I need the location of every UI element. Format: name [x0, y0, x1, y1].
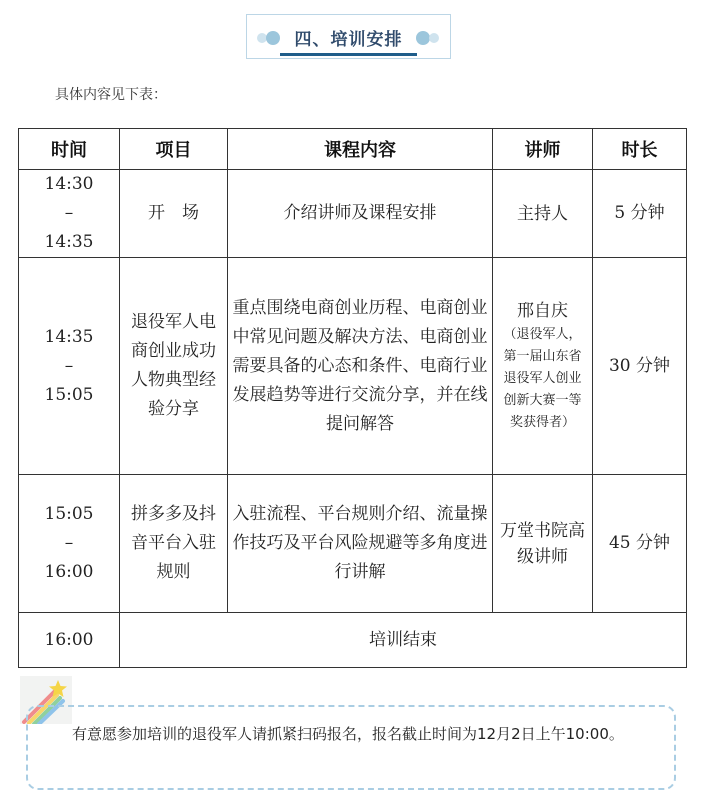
speaker-cell	[493, 258, 593, 475]
time-separator: –	[64, 355, 74, 376]
content-cell: 入驻流程、平台规则介绍、流量操作技巧及平台风险规避等多角度进行讲解	[228, 475, 493, 613]
time-start: 14:30	[44, 174, 94, 194]
time-end: 16:00	[44, 562, 94, 582]
decorative-dots-right	[412, 30, 440, 46]
section-title-box	[246, 14, 451, 59]
time-cell: 16:00	[19, 613, 120, 668]
title-underline	[280, 53, 417, 56]
speaker-cell	[493, 170, 593, 258]
time-cell	[19, 170, 120, 258]
speaker-note: （退役军人，第一届山东省退役军人创业创新大赛一等奖获得者）	[503, 327, 582, 430]
duration-cell: 5 分钟	[593, 170, 687, 258]
duration-cell: 30 分钟	[593, 258, 687, 475]
item-cell: 拼多多及抖音平台入驻规则	[120, 475, 228, 613]
time-cell	[19, 258, 120, 475]
time-end: 15:05	[44, 384, 94, 405]
header-duration: 时长	[593, 129, 687, 170]
notice-box	[26, 705, 676, 790]
time-separator: –	[64, 533, 74, 553]
speaker-name: 主持人	[517, 203, 568, 224]
header-content: 课程内容	[228, 129, 493, 170]
intro-text: 具体内容见下表：	[55, 87, 167, 103]
content-cell: 介绍讲师及课程安排	[228, 170, 493, 258]
item-cell: 开 场	[120, 170, 228, 258]
item-cell: 退役军人电商创业成功人物典型经验分享	[120, 258, 228, 475]
duration-cell: 45 分钟	[593, 475, 687, 613]
table-header-row	[19, 129, 687, 170]
time-cell	[19, 475, 120, 613]
header-speaker: 讲师	[493, 129, 593, 170]
header-item: 项目	[120, 129, 228, 170]
table-row	[19, 170, 687, 258]
section-title: 四、培训安排	[294, 30, 403, 50]
time-start: 15:05	[44, 504, 94, 524]
end-label-cell: 培训结束	[120, 613, 687, 668]
schedule-table	[18, 128, 687, 668]
header-time: 时间	[19, 129, 120, 170]
notice-text: 有意愿参加培训的退役军人请抓紧扫码报名，报名截止时间为12月2日上午10:00。	[72, 725, 624, 743]
content-cell: 重点围绕电商创业历程、电商创业中常见问题及解决方法、电商创业需要具备的心态和条件、电商行业发展趋势等进行交流分享，并在线提问解答	[228, 258, 493, 475]
speaker-name: 万堂书院高级讲师	[500, 520, 585, 567]
speaker-cell	[493, 475, 593, 613]
time-separator: –	[64, 203, 74, 223]
time-start: 14:35	[44, 326, 94, 347]
speaker-name: 邢自庆	[517, 301, 568, 321]
table-row	[19, 258, 687, 475]
time-end: 14:35	[44, 232, 94, 252]
table-row	[19, 613, 687, 668]
table-row	[19, 475, 687, 613]
